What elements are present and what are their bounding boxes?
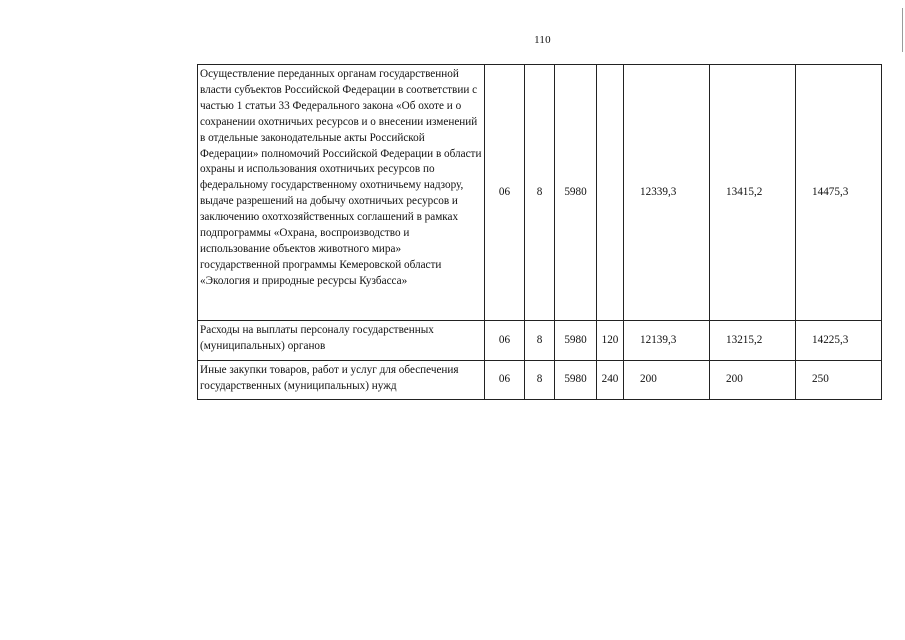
amount-year2-cell: 200 bbox=[710, 361, 796, 400]
section-code-cell: 06 bbox=[485, 65, 525, 321]
target-article-cell: 5980 bbox=[555, 65, 597, 321]
target-article-cell: 5980 bbox=[555, 361, 597, 400]
table-row bbox=[198, 361, 882, 400]
subsection-code-cell: 8 bbox=[525, 65, 555, 321]
table-row bbox=[198, 321, 882, 361]
amount-year3-cell: 14225,3 bbox=[796, 321, 882, 361]
expense-type-cell: 240 bbox=[597, 361, 624, 400]
amount-year2-cell: 13415,2 bbox=[710, 65, 796, 321]
row-description: Осуществление переданных органам государственной власти субъектов Российской Федерации в соответствии с частью 1 статьи 33 Федерального закона «Об охоте и о сохранении охотничьих ресурсов и о внесении изменений в отдельные законодательные акты Российской Федерации» полномочий Российской Федерации в области охраны и использования охотничьих ресурсов по федеральному государственному охотничьему надзору, выдаче разрешений на добычу охотничьих ресурсов и заключению охотхозяйственных соглашений в рамках подпрограммы «Охрана, воспроизводство и использование объектов животного мира» государственной программы Кемеровской области «Экология и природные ресурсы Кузбасса» bbox=[198, 65, 485, 321]
expense-type-cell bbox=[597, 65, 624, 321]
section-code-cell: 06 bbox=[485, 321, 525, 361]
amount-year3-cell: 250 bbox=[796, 361, 882, 400]
row-description: Расходы на выплаты персоналу государственных (муниципальных) органов bbox=[198, 321, 485, 361]
amount-year3-cell: 14475,3 bbox=[796, 65, 882, 321]
budget-table bbox=[197, 64, 882, 400]
section-code-cell: 06 bbox=[485, 361, 525, 400]
amount-year1-cell: 12339,3 bbox=[624, 65, 710, 321]
expense-type-cell: 120 bbox=[597, 321, 624, 361]
row-description: Иные закупки товаров, работ и услуг для обеспечения государственных (муниципальных) нужд bbox=[198, 361, 485, 400]
target-article-cell: 5980 bbox=[555, 321, 597, 361]
page-number: 110 bbox=[534, 34, 551, 46]
subsection-code-cell: 8 bbox=[525, 361, 555, 400]
table-row bbox=[198, 65, 882, 321]
subsection-code-cell: 8 bbox=[525, 321, 555, 361]
amount-year2-cell: 13215,2 bbox=[710, 321, 796, 361]
amount-year1-cell: 12139,3 bbox=[624, 321, 710, 361]
page-edge-line bbox=[902, 8, 903, 52]
amount-year1-cell: 200 bbox=[624, 361, 710, 400]
